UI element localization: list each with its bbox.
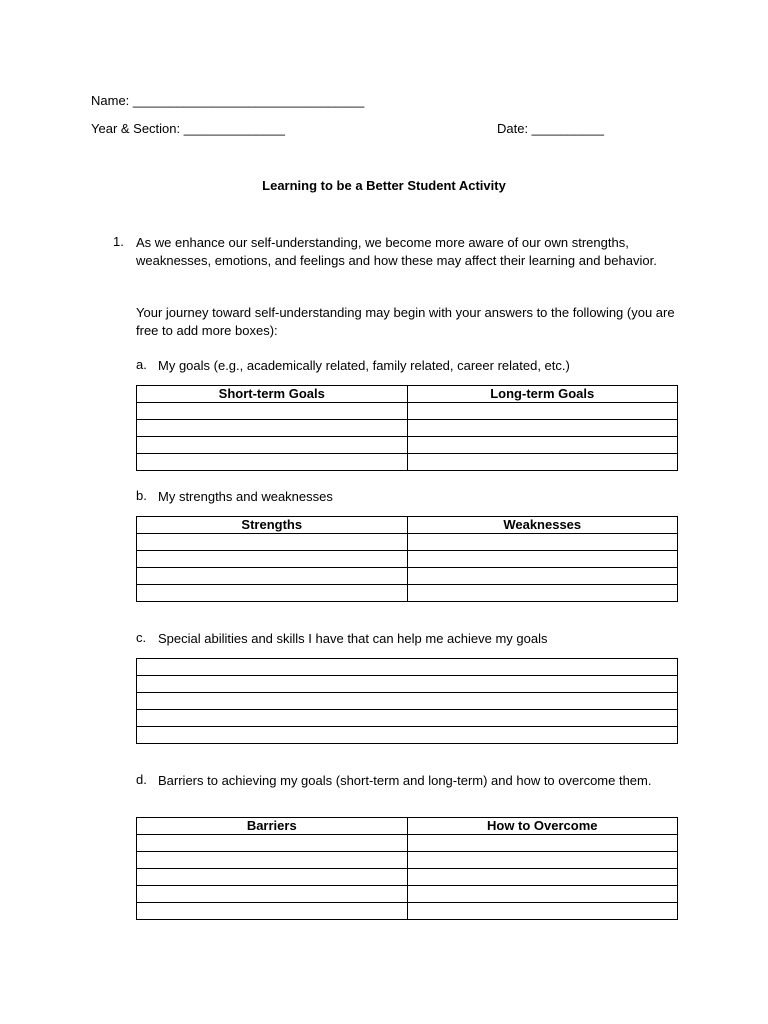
strengths-table (136, 516, 678, 602)
table-cell[interactable] (137, 585, 408, 602)
table-cell[interactable] (407, 852, 678, 869)
page-title: Learning to be a Better Student Activity (262, 178, 506, 193)
table-cell[interactable] (407, 454, 678, 471)
item-number: 1. (113, 234, 124, 249)
section-letter: c. (136, 630, 147, 645)
table-row (137, 585, 678, 602)
year-section-field[interactable]: Year & Section: ______________ (91, 121, 285, 136)
table-row (137, 659, 678, 676)
table-cell[interactable] (407, 437, 678, 454)
table-row (137, 437, 678, 454)
table-cell[interactable] (407, 420, 678, 437)
section-letter: a. (136, 357, 147, 372)
column-header: Long-term Goals (407, 386, 678, 403)
table-row (137, 551, 678, 568)
date-field[interactable]: Date: __________ (497, 121, 604, 136)
column-header: Weaknesses (407, 517, 678, 534)
table-cell[interactable] (407, 585, 678, 602)
table-row (137, 534, 678, 551)
table-cell[interactable] (137, 437, 408, 454)
table-cell[interactable] (137, 835, 408, 852)
table-cell[interactable] (137, 710, 678, 727)
table-cell[interactable] (137, 727, 678, 744)
table-cell[interactable] (137, 420, 408, 437)
table-cell[interactable] (407, 835, 678, 852)
section-letter: b. (136, 488, 147, 503)
table-cell[interactable] (137, 676, 678, 693)
table-cell[interactable] (137, 568, 408, 585)
table-cell[interactable] (137, 534, 408, 551)
table-row (137, 852, 678, 869)
table-row (137, 835, 678, 852)
section-text: My goals (e.g., academically related, family related, career related, etc.) (158, 358, 570, 373)
table-cell[interactable] (137, 886, 408, 903)
intro-paragraph: As we enhance our self-understanding, we become more aware of our own strengths, weaknesses, emotions, and feelings and how these may affect their learning and behavior. (136, 235, 657, 268)
table-row (137, 454, 678, 471)
table-cell[interactable] (137, 551, 408, 568)
table-row (137, 676, 678, 693)
table-cell[interactable] (137, 693, 678, 710)
table-cell[interactable] (407, 869, 678, 886)
section-text: Barriers to achieving my goals (short-term and long-term) and how to overcome them. (158, 773, 652, 788)
section-text: My strengths and weaknesses (158, 489, 333, 504)
table-row (137, 869, 678, 886)
table-cell[interactable] (407, 886, 678, 903)
table-cell[interactable] (137, 403, 408, 420)
table-cell[interactable] (137, 869, 408, 886)
column-header: How to Overcome (407, 818, 678, 835)
table-row (137, 420, 678, 437)
name-field[interactable]: Name: ________________________________ (91, 93, 365, 108)
table-cell[interactable] (137, 454, 408, 471)
column-header: Barriers (137, 818, 408, 835)
table-row (137, 710, 678, 727)
abilities-table (136, 658, 678, 744)
table-row (137, 886, 678, 903)
section-letter: d. (136, 772, 147, 787)
section-text: Special abilities and skills I have that can help me achieve my goals (158, 631, 548, 646)
table-cell[interactable] (407, 403, 678, 420)
goals-table (136, 385, 678, 471)
table-row (137, 727, 678, 744)
table-cell[interactable] (407, 568, 678, 585)
table-row (137, 693, 678, 710)
instruction-paragraph: Your journey toward self-understanding may begin with your answers to the following (you are free to add more boxes): (136, 305, 675, 338)
barriers-table (136, 817, 678, 920)
column-header: Strengths (137, 517, 408, 534)
table-cell[interactable] (137, 903, 408, 920)
table-cell[interactable] (137, 659, 678, 676)
column-header: Short-term Goals (137, 386, 408, 403)
table-cell[interactable] (137, 852, 408, 869)
table-cell[interactable] (407, 534, 678, 551)
table-row (137, 403, 678, 420)
table-cell[interactable] (407, 903, 678, 920)
table-row (137, 568, 678, 585)
table-cell[interactable] (407, 551, 678, 568)
table-row (137, 903, 678, 920)
